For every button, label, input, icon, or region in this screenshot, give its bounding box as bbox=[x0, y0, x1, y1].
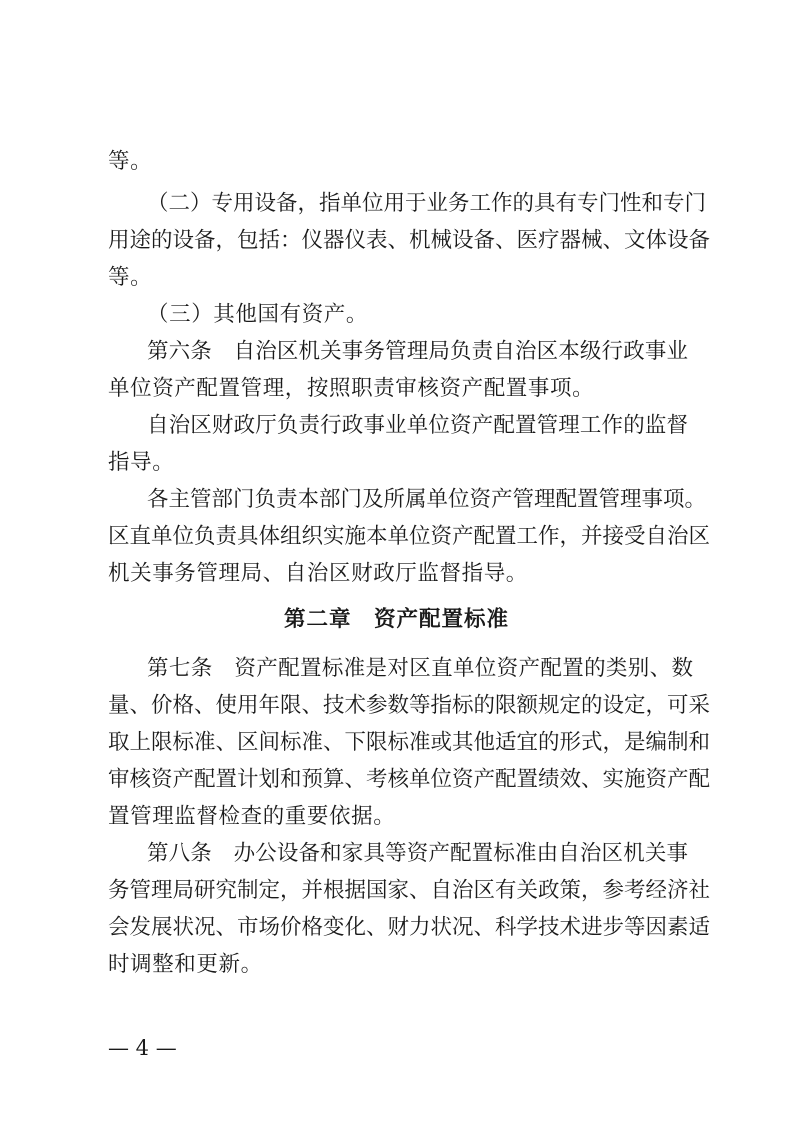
text-line: 量、价格、使用年限、技术参数等指标的限额规定的设定，可采 bbox=[108, 693, 711, 718]
text-line: （三）其他国有资产。 bbox=[147, 302, 369, 327]
text-line: 置管理监督检查的重要依据。 bbox=[108, 804, 396, 829]
page-number: — 4 — bbox=[108, 1036, 177, 1060]
text-line: 会发展状况、市场价格变化、财力状况、科学技术进步等因素适 bbox=[108, 915, 711, 940]
text-line: 审核资产配置计划和预算、考核单位资产配置绩效、实施资产配 bbox=[108, 767, 711, 792]
text-line: 第八条 办公设备和家具等资产配置标准由自治区机关事 bbox=[147, 841, 688, 866]
text-line: 时调整和更新。 bbox=[108, 952, 263, 977]
text-line: 等。 bbox=[108, 265, 153, 290]
text-line: 单位资产配置管理，按照职责审核资产配置事项。 bbox=[108, 376, 595, 401]
text-line: 等。 bbox=[108, 149, 153, 174]
text-line: 各主管部门负责本部门及所属单位资产管理配置管理事项。 bbox=[147, 487, 707, 512]
text-line: 务管理局研究制定，并根据国家、自治区有关政策，参考经济社 bbox=[108, 878, 711, 903]
text-line: 区直单位负责具体组织实施本单位资产配置工作，并接受自治区 bbox=[108, 524, 711, 549]
text-line: 取上限标准、区间标准、下限标准或其他适宜的形式，是编制和 bbox=[108, 730, 711, 755]
text-line: 第七条 资产配置标准是对区直单位资产配置的类别、数 bbox=[147, 656, 693, 681]
text-line: 自治区财政厅负责行政事业单位资产配置管理工作的监督 bbox=[147, 413, 688, 438]
text-line: 第六条 自治区机关事务管理局负责自治区本级行政事业 bbox=[147, 339, 688, 364]
text-line: 用途的设备，包括：仪器仪表、机械设备、医疗器械、文体设备 bbox=[108, 228, 711, 253]
text-line: （二）专用设备，指单位用于业务工作的具有专门性和专门 bbox=[147, 191, 707, 216]
text-line: 机关事务管理局、自治区财政厅监督指导。 bbox=[108, 561, 528, 586]
chapter-heading: 第二章 资产配置标准 bbox=[283, 607, 509, 632]
text-line: 指导。 bbox=[108, 450, 175, 475]
